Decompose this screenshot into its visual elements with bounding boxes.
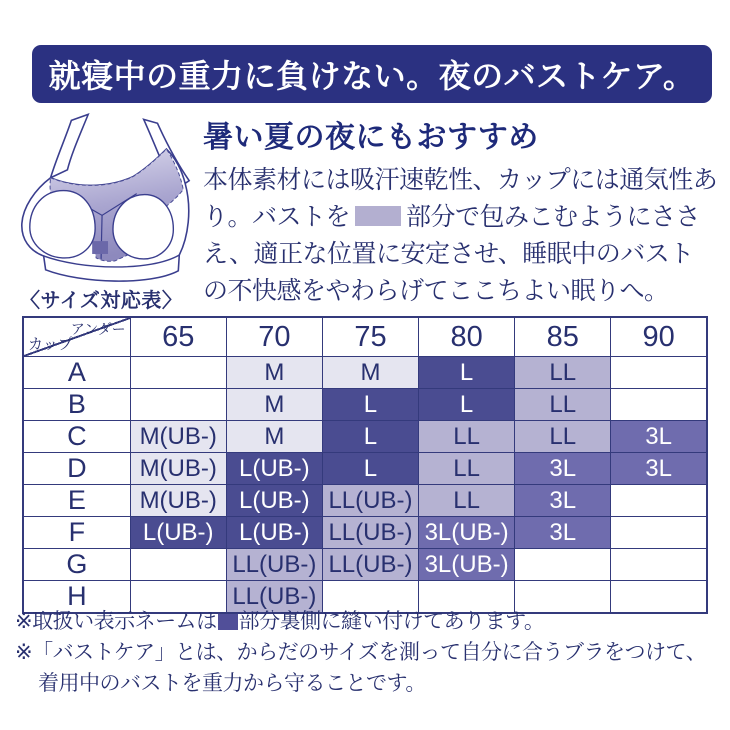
- under-size-header: 70: [226, 317, 322, 357]
- size-cell: LL: [515, 389, 611, 421]
- size-cell: [611, 485, 707, 517]
- size-cell: LL(UB-): [322, 549, 418, 581]
- size-cell: M: [226, 389, 322, 421]
- footnote-2-line2: 着用中のバストを重力から守ることです。: [38, 672, 426, 695]
- size-cell: [611, 517, 707, 549]
- size-table-caption: 〈サイズ対応表〉: [20, 290, 183, 312]
- size-cell: LL(UB-): [226, 581, 322, 614]
- size-cell: M(UB-): [130, 421, 226, 453]
- table-row: [23, 357, 707, 389]
- footnote-1: [15, 606, 720, 637]
- intro-heading: 暑い夏の夜にもおすすめ: [203, 121, 539, 154]
- corner-cup-label: カップ: [28, 336, 73, 353]
- size-cell: LL: [515, 421, 611, 453]
- size-table-body: [23, 317, 707, 613]
- table-row: [23, 421, 707, 453]
- bra-icon: [10, 110, 208, 294]
- size-cell: 3L: [611, 421, 707, 453]
- corner-under-label: アンダー: [70, 321, 126, 337]
- size-cell: [515, 549, 611, 581]
- cup-label: H: [23, 581, 130, 614]
- cup-label: F: [23, 517, 130, 549]
- header-banner: [32, 45, 712, 103]
- size-cell: LL(UB-): [322, 485, 418, 517]
- size-cell: L: [419, 389, 515, 421]
- under-size-header: 80: [419, 317, 515, 357]
- size-cell: LL: [419, 421, 515, 453]
- size-cell: LL: [515, 357, 611, 389]
- table-row: [23, 517, 707, 549]
- size-cell: LL(UB-): [226, 549, 322, 581]
- size-cell: [611, 357, 707, 389]
- size-cell: L(UB-): [226, 517, 322, 549]
- cup-label: A: [23, 357, 130, 389]
- table-row: [23, 453, 707, 485]
- size-cell: M(UB-): [130, 453, 226, 485]
- cup-label: D: [23, 453, 130, 485]
- size-cell: [130, 549, 226, 581]
- corner-cell: [23, 317, 130, 357]
- size-cell: L(UB-): [226, 453, 322, 485]
- size-cell: LL: [419, 485, 515, 517]
- lavender-panel-swatch: [355, 206, 401, 226]
- under-size-header: 85: [515, 317, 611, 357]
- size-cell: LL: [419, 453, 515, 485]
- intro-body: [203, 162, 718, 310]
- tag-location-swatch: [92, 241, 108, 254]
- size-cell: [611, 389, 707, 421]
- cup-label: G: [23, 549, 130, 581]
- size-cell: L: [322, 389, 418, 421]
- bra-illustration: [10, 110, 208, 294]
- size-cell: 3L(UB-): [419, 549, 515, 581]
- size-cell: L: [322, 421, 418, 453]
- footnotes: [15, 606, 720, 699]
- size-cell: 3L: [515, 517, 611, 549]
- size-cell: L: [419, 357, 515, 389]
- cup-label: C: [23, 421, 130, 453]
- table-header-row: [23, 317, 707, 357]
- size-cell: 3L: [611, 453, 707, 485]
- size-cell: M: [322, 357, 418, 389]
- cup-label: B: [23, 389, 130, 421]
- size-cell: M: [226, 421, 322, 453]
- table-row: [23, 549, 707, 581]
- cup-label: E: [23, 485, 130, 517]
- size-cell: [130, 389, 226, 421]
- size-cell: [130, 357, 226, 389]
- intro-section: [203, 112, 718, 310]
- table-row: [23, 485, 707, 517]
- size-cell: L: [322, 453, 418, 485]
- under-size-header: 65: [130, 317, 226, 357]
- size-cell: LL(UB-): [322, 517, 418, 549]
- size-cell: 3L: [515, 485, 611, 517]
- size-cell: 3L(UB-): [419, 517, 515, 549]
- under-size-header: 90: [611, 317, 707, 357]
- footnote-2-line1: ※「バストケア」とは、からだのサイズを測って自分に合うブラをつけて、: [15, 641, 707, 664]
- size-cell: L(UB-): [130, 517, 226, 549]
- tag-swatch-icon: [218, 614, 238, 630]
- footnote-1-before: ※取扱い表示ネームは: [15, 610, 217, 633]
- intro-body-after: 部分で包みこむようにささえ、適正な位置に安定させ、睡眠中のバストの不快感をやわらげてここちよい眠りへ。: [203, 203, 701, 305]
- under-size-header: 75: [322, 317, 418, 357]
- size-cell: [611, 549, 707, 581]
- size-cell: M(UB-): [130, 485, 226, 517]
- footnote-1-after: 部分裏側に縫い付けてあります。: [238, 610, 545, 633]
- size-cell: M: [226, 357, 322, 389]
- intro-body-before: 本体素材には吸汗速乾性、カップには通気性あり。バストを: [203, 166, 718, 231]
- size-table: [22, 316, 708, 614]
- table-row: [23, 389, 707, 421]
- size-cell: L(UB-): [226, 485, 322, 517]
- banner-title: 就寝中の重力に負けない。夜のバストケア。: [48, 58, 696, 94]
- size-cell: 3L: [515, 453, 611, 485]
